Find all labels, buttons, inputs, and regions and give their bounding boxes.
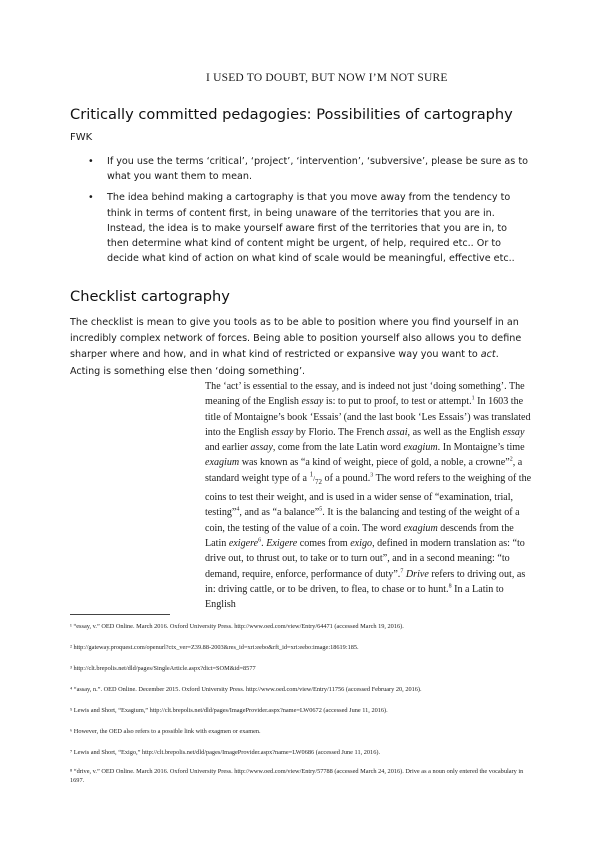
essay-italic: exagium bbox=[205, 457, 240, 469]
footnote: ³ http://clt.brepolis.net/dld/pages/SingleArticle.aspx?dict=SOM&id=8577 bbox=[70, 665, 256, 672]
essay-italic: Drive bbox=[405, 568, 429, 580]
essay-italic: assai bbox=[386, 426, 408, 438]
essay-text: . bbox=[261, 537, 267, 549]
essay-text: was known as “a kind of weight, piece of gold, a noble, a crowne” bbox=[239, 457, 510, 469]
emphasis-act: act bbox=[480, 349, 496, 361]
footnote: ⁶ However, the OED also refers to a possible link with exagmen or examen. bbox=[70, 728, 261, 735]
footnote: ⁸ “drive, v.” OED Online. March 2016. Oxford University Press. http://www.oed.com/view/Entry/57788 (accessed March 24, 2016). Drive as a noun only entered the vocabulary in 1697. bbox=[70, 768, 524, 784]
checklist-paragraph bbox=[70, 315, 530, 380]
essay-text: , as well as the English bbox=[407, 426, 503, 438]
essay-italic: essay bbox=[301, 396, 324, 408]
bullet-item bbox=[88, 154, 528, 184]
bullet-text: The idea behind making a cartography is that you move away from the tendency to think in terms of content first, in being unaware of the territories that you are in. Instead, the idea is to make yourself aware first of the territories that you are in, to then determine what kind of content might be urgent, of help, required etc.. Or to decide what kind of action on what kind of scale would be meaningful, effective etc.. bbox=[107, 192, 515, 265]
essay-text: refers to driving out, as in: driving cattle, or to be driven, to flea, to chase or to hunt. bbox=[205, 568, 526, 595]
essay-text: by Florio. The French bbox=[293, 426, 387, 438]
essay-text: In a Latin to English bbox=[205, 583, 504, 611]
section-heading-checklist: Checklist cartography bbox=[70, 288, 230, 305]
essay-text: In 1603 the title of Montaigne’s book ‘Essais’ (and the last book ‘Les Essais’) was translated into the English bbox=[205, 396, 531, 438]
essay-italic: Exigere bbox=[266, 537, 298, 549]
essay-text: The ‘act’ is essential to the essay, and is indeed not just ‘doing something’. The meaning of the English bbox=[205, 381, 525, 408]
footnote-ref: 1 bbox=[471, 395, 475, 402]
footnote: ² http://gateway.proquest.com/openurl?ctx_ver=Z39.88-2003&res_id=xri:eebo&rft_id=xri:eebo:image:18619:185. bbox=[70, 644, 359, 651]
essay-text: descends from the Latin bbox=[205, 522, 514, 549]
essay-text: . In Montaigne’s time bbox=[437, 442, 525, 454]
author-initials: FWK bbox=[70, 132, 93, 143]
paragraph-text-end: . Acting is something else then ‘doing something’. bbox=[70, 349, 499, 377]
bullet-list bbox=[88, 154, 528, 272]
footnotes-list bbox=[70, 622, 530, 797]
essay-text: . It is the balancing and testing of the weight of a coin, the testing of the value of a coin. The word bbox=[205, 507, 520, 534]
bullet-icon: • bbox=[88, 156, 94, 167]
essay-text: is: to put to proof, to test or attempt. bbox=[323, 396, 472, 408]
footnote: ⁴ “assay, n.”. OED Online. December 2015. Oxford University Press. http://www.oed.com/view/Entry/11756 (accessed February 20, 2016). bbox=[70, 686, 422, 693]
section-heading-pedagogies: Critically committed pedagogies: Possibilities of cartography bbox=[70, 106, 513, 123]
essay-text: comes from bbox=[297, 537, 351, 549]
essay-text: of a pound. bbox=[322, 472, 371, 484]
footnote-ref: 6 bbox=[258, 537, 262, 544]
bullet-icon: • bbox=[88, 192, 94, 204]
essay-text: , a standard weight type of a bbox=[205, 457, 523, 484]
footnote: ¹ “essay, v.” OED Online. March 2016. Oxford University Press. http://www.oed.com/view/Entry/64471 (accessed March 19, 2016). bbox=[70, 623, 404, 630]
bullet-item bbox=[88, 190, 528, 266]
essay-italic: essay bbox=[271, 426, 294, 438]
fraction-denominator: 72 bbox=[315, 477, 323, 486]
footnote: ⁷ Lewis and Short, “Exigo,” http://clt.brepolis.net/dld/pages/ImageProvider.aspx?name=LW0686 (accessed June 11, 2016). bbox=[70, 749, 381, 756]
essay-text: The word refers to the weighing of the coins to test their weight, and is used in a wider sense of “examination, trial, testing” bbox=[205, 472, 532, 519]
essay-italic: exagium bbox=[403, 522, 438, 534]
footnote: ⁵ Lewis and Short, “Exagium,” http://clt.brepolis.net/dld/pages/ImageProvider.aspx?name=LW0672 (accessed June 11, 2016). bbox=[70, 707, 388, 714]
essay-text: , and as “a balance” bbox=[239, 507, 320, 519]
footnote-ref: 5 bbox=[319, 507, 323, 514]
footnote-ref: 2 bbox=[509, 457, 513, 464]
essay-text: and earlier bbox=[205, 442, 251, 454]
essay-italic: exigo bbox=[350, 537, 373, 549]
essay-italic: exagium bbox=[403, 442, 438, 454]
essay-italic: assay bbox=[250, 442, 273, 454]
essay-text: , come from the late Latin word bbox=[272, 442, 404, 454]
paragraph-text: The checklist is mean to give you tools as to be able to position where you find yourself in an incredibly complex network of forces. Being able to position yourself also allows you to define sharper where and how, and in what kind of restricted or expansive way you want to bbox=[70, 317, 522, 361]
footnote-ref: 4 bbox=[236, 507, 240, 514]
essay-paragraph: The ‘act’ is essential to the essay, and is indeed not just ‘doing something’. The meaning of the English essay is: to put to proof, to test or attempt.$^1$ In 1603 the title of Montaigne’s book ‘Essais’ (and the last book ‘Les Essais’) was translated into the English essay by Florio. The French assai, as well as the English essay and earlier assay, come from the late Latin word exagium. In Montaigne’s time exagium was known as “a kind of weight, piece of gold, a noble, a crowne”$^2$, a standard weight type of a $^1/_{72}$ of a pound.$^3$ The word refers to the weighing of the coins to test their weight, and is used in a wider sense of “examination, trial, testing”$^4$, and as “a balance”$^5$. It is the balancing and testing of the weight of a coin, the testing of the value of a coin. The word exagium descends from the Latin exigere$^6$. Exigere comes from exigo, defined in modern translation as: “to drive out, to thrust out, to take or to turn out”, and in a second meaning: “to demand, require, enforce, performance of duty”.$^7$ Drive refers to driving out, as in: driving cattle, or to be driven, to flea, to chase or to hunt.$^8$ In a Latin to English bbox=[205, 381, 532, 611]
footnote-ref: 8 bbox=[448, 583, 452, 590]
fraction-numerator: 1 bbox=[309, 470, 314, 479]
running-header: I USED TO DOUBT, BUT NOW I’M NOT SURE bbox=[206, 72, 448, 84]
footnote-ref: 3 bbox=[370, 472, 374, 479]
essay-italic: exigere bbox=[228, 537, 259, 549]
essay-italic: essay bbox=[502, 426, 525, 438]
footnote-separator bbox=[70, 614, 170, 615]
essay-text: , defined in modern translation as: “to drive out, to thrust out, to take or to turn out”, and in a second meaning: “to demand, require, enforce, performance of duty”. bbox=[205, 537, 525, 580]
footnote-ref: 7 bbox=[400, 568, 404, 575]
bullet-text: If you use the terms ‘critical’, ‘project’, ‘intervention’, ‘subversive’, please be sure as to what you want them to mean. bbox=[107, 156, 528, 183]
